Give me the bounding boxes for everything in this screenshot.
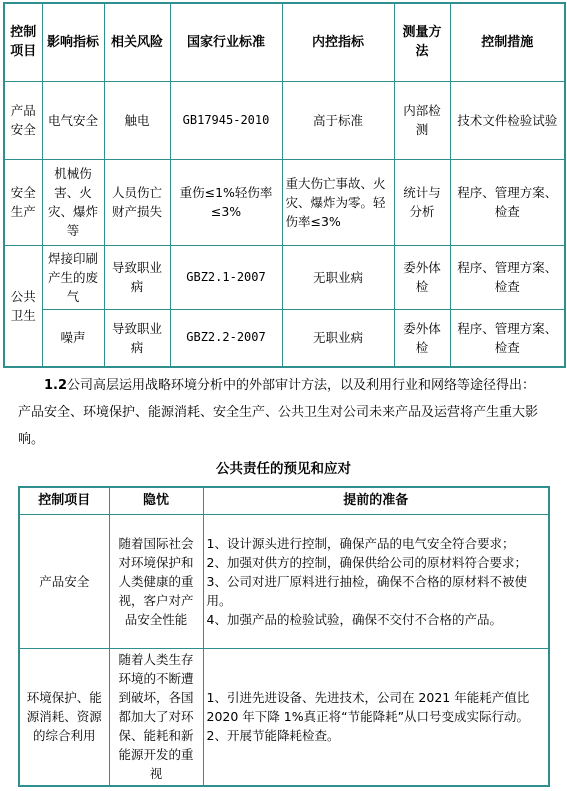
prep-line: 1、设计源头进行控制，确保产品的电气安全符合要求； [206, 535, 515, 551]
section-number: 1.2 [44, 378, 68, 393]
col-header: 相关风险 [104, 3, 170, 81]
prep-line: 4、加强产品的检验试验，确保不交付不合格的产品。 [206, 611, 502, 627]
table-row [4, 81, 565, 159]
cell-measures: 技术文件检验试验 [450, 81, 565, 159]
cell-standard: GB17945-2010 [170, 81, 282, 159]
standards-table [3, 2, 566, 368]
cell-risk: 人员伤亡财产损失 [104, 159, 170, 245]
cell-indicator: 噪声 [42, 309, 104, 367]
table-row [19, 648, 549, 786]
col-header: 控制措施 [450, 3, 565, 81]
group-public-health: 公共卫生 [4, 245, 42, 367]
cell-internal: 无职业病 [282, 245, 394, 309]
cell-method: 统计与分析 [394, 159, 450, 245]
cell-indicator: 电气安全 [42, 81, 104, 159]
table-row [4, 245, 565, 309]
col-header: 提前的准备 [203, 487, 549, 514]
col-header: 国家行业标准 [170, 3, 282, 81]
group-safe-production: 安全生产 [4, 159, 42, 245]
table-title: 公共责任的预见和应对 [216, 461, 351, 477]
cell-internal: 重大伤亡事故、火灾、爆炸为零。轻伤率≤3% [282, 159, 394, 245]
cell-internal: 无职业病 [282, 309, 394, 367]
col-header: 内控指标 [282, 3, 394, 81]
table-header-row [19, 487, 549, 514]
table-row [4, 309, 565, 367]
cell-method: 委外体检 [394, 245, 450, 309]
cell-internal: 高于标准 [282, 81, 394, 159]
cell-indicator: 焊接印刷产生的废气 [42, 245, 104, 309]
table-row [19, 514, 549, 648]
cell-item: 产品安全 [19, 514, 109, 648]
cell-prep [203, 514, 549, 648]
prep-line: 1、引进先进设备、先进技术，公司在 2021 年能耗产值比 2020 年下降 1%真正将“节能降耗”从口号变成实际行动。 [206, 690, 530, 725]
cell-indicator: 机械伤害、火灾、爆炸等 [42, 159, 104, 245]
col-header: 控制项目 [4, 3, 42, 81]
body-paragraph [18, 372, 548, 453]
cell-item: 环境保护、能源消耗、资源的综合利用 [19, 648, 109, 786]
cell-standard: GBZ2.2-2007 [170, 309, 282, 367]
cell-risk: 导致职业病 [104, 245, 170, 309]
cell-concern: 随着人类生存环境的不断遭到破坏，各国都加大了对环保、能耗和新能源开发的重视 [109, 648, 203, 786]
prep-line: 2、开展节能降耗检查。 [206, 728, 340, 744]
cell-standard: 重伤≤1%轻伤率≤3% [170, 159, 282, 245]
cell-measures: 程序、管理方案、检查 [450, 309, 565, 367]
col-header: 影响指标 [42, 3, 104, 81]
cell-method: 内部检测 [394, 81, 450, 159]
col-header: 隐忧 [109, 487, 203, 514]
cell-standard: GBZ2.1-2007 [170, 245, 282, 309]
cell-measures: 程序、管理方案、检查 [450, 245, 565, 309]
prep-line: 2、加强对供方的控制，确保供给公司的原材料符合要求； [206, 554, 527, 570]
cell-risk: 导致职业病 [104, 309, 170, 367]
group-product-safety: 产品安全 [4, 81, 42, 159]
paragraph-text: 公司高层运用战略环境分析中的外部审计方法，以及利用行业和网络等途径得出：产品安全、环境保护、能源消耗、安全生产、公共卫生对公司未来产品及运营将产生重大影响。 [18, 378, 539, 447]
table-header-row [4, 3, 565, 81]
col-header: 测量方法 [394, 3, 450, 81]
cell-measures: 程序、管理方案、检查 [450, 159, 565, 245]
cell-prep [203, 648, 549, 786]
prep-line: 3、公司对进厂原料进行抽检，确保不合格的原材料不被使用。 [206, 573, 527, 608]
cell-concern: 随着国际社会对环境保护和人类健康的重视，客户对产品安全性能 [109, 514, 203, 648]
cell-risk: 触电 [104, 81, 170, 159]
responsibility-table [18, 486, 550, 787]
table-row [4, 159, 565, 245]
col-header: 控制项目 [19, 487, 109, 514]
cell-method: 委外体检 [394, 309, 450, 367]
